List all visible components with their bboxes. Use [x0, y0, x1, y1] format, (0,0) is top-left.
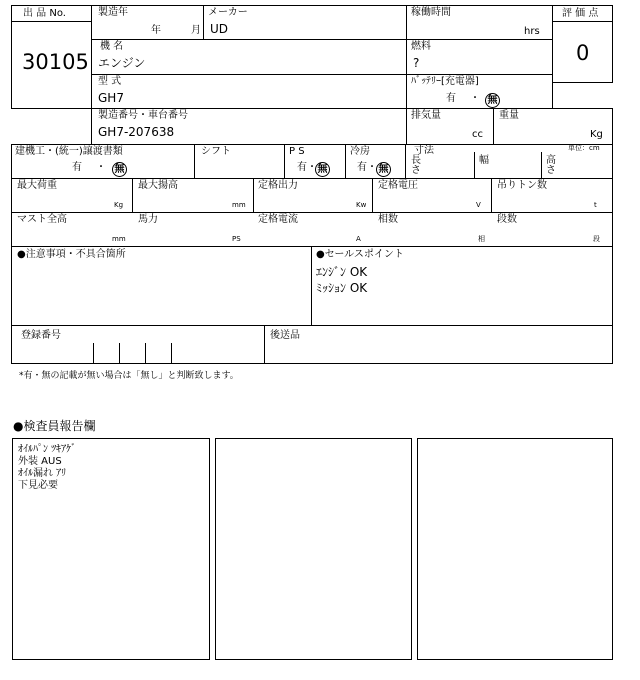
cooler-label: 冷房	[350, 146, 370, 157]
max-lift-unit: mm	[232, 201, 246, 209]
main-info-box	[91, 5, 553, 109]
serial-value: GH7-207638	[98, 125, 175, 139]
phase-unit: 相	[478, 235, 485, 243]
rated-voltage-label: 定格電圧	[378, 180, 418, 191]
lot-number-value: 30105	[22, 50, 89, 74]
year-label: 製造年	[98, 7, 128, 18]
battery-no-circled: 無	[485, 90, 500, 108]
footnote: *有・無の記載が無い場合は「無し」と判断致します。	[19, 371, 239, 381]
cooler-yes: 有	[357, 162, 367, 173]
type-value: GH7	[98, 91, 124, 105]
mast-height-unit: mm	[112, 235, 126, 243]
type-label: 型 式	[98, 76, 122, 87]
score-value: 0	[576, 41, 590, 65]
height-label: 高さ	[546, 155, 556, 176]
dimensions-label: 寸法	[414, 145, 434, 156]
weight-label: 重量	[499, 110, 519, 121]
inspector-line3: ｵｲﾙ漏れ ｱﾘ	[18, 468, 67, 479]
ps-yes: 有	[297, 162, 307, 173]
mast-height-label: マスト全高	[17, 214, 67, 225]
maker-label: メーカー	[208, 7, 248, 18]
model-name-label: 機 名	[100, 41, 124, 52]
displacement-unit: cc	[472, 129, 483, 140]
rated-output-unit: Kw	[356, 201, 367, 209]
hours-label: 稼働時間	[411, 7, 451, 18]
battery-yes: 有	[446, 93, 456, 104]
inspector-box-2	[215, 438, 412, 660]
rated-current-label: 定格電流	[258, 214, 298, 225]
max-load-unit: Kg	[114, 201, 124, 209]
caution-label: ●注意事項・不具合箇所	[17, 249, 126, 260]
stages-label: 段数	[497, 214, 517, 225]
specs-row-2	[11, 212, 613, 247]
serial-label: 製造番号・車台番号	[98, 110, 188, 121]
inspector-box-3	[417, 438, 613, 660]
shipping-label: 後送品	[270, 330, 300, 341]
width-label: 幅	[479, 155, 489, 166]
cooler-no-circled: 無	[376, 159, 391, 177]
hours-unit: hrs	[524, 26, 540, 37]
maker-value: UD	[210, 22, 229, 36]
transfer-no-circled: 無	[112, 159, 127, 177]
battery-label: ﾊﾞｯﾃﾘｰ[充電器]	[411, 76, 479, 87]
registration-label: 登録番号	[21, 330, 61, 341]
year-unit: 年	[151, 25, 161, 36]
weight-unit: Kg	[590, 129, 603, 140]
hoist-tons-unit: t	[594, 201, 597, 209]
rated-voltage-unit: V	[476, 201, 481, 209]
inspector-line4: 下見必要	[18, 480, 58, 491]
length-label: 長さ	[411, 155, 421, 176]
model-name-value: エンジン	[98, 56, 146, 70]
sales-point-label: ●セールスポイント	[316, 249, 404, 260]
phase-label: 相数	[378, 214, 398, 225]
inspector-line2: 外装 AUS	[18, 456, 62, 467]
hoist-tons-label: 吊りトン数	[497, 180, 547, 191]
sales-point-line2: ﾐｯｼｮﾝ OK	[316, 281, 368, 295]
inspector-title: ●検査員報告欄	[13, 419, 96, 433]
inspector-line1: ｵｲﾙﾊﾟﾝ ﾂｷｱｹﾞ	[18, 444, 77, 455]
transfer-label: 建機工・(統一)譲渡書類	[15, 146, 123, 157]
ps-label: P S	[289, 146, 305, 157]
displacement-label: 排気量	[411, 110, 441, 121]
horsepower-unit: PS	[232, 235, 241, 243]
rated-current-unit: A	[356, 235, 361, 243]
horsepower-label: 馬力	[138, 214, 158, 225]
sales-point-line1: ｴﾝｼﾞﾝ OK	[316, 265, 368, 279]
fuel-label: 燃料	[411, 41, 431, 52]
stages-unit: 段	[593, 235, 600, 243]
transfer-yes: 有	[72, 162, 82, 173]
fuel-value: ?	[413, 56, 420, 70]
lot-number-label: 出 品 No.	[23, 8, 66, 19]
rated-output-label: 定格出力	[258, 180, 298, 191]
max-lift-label: 最大揚高	[138, 180, 178, 191]
month-unit: 月	[191, 25, 201, 36]
registration-row	[11, 325, 613, 364]
shift-label: シフト	[201, 146, 231, 157]
score-label: 評 価 点	[562, 8, 599, 19]
ps-no-circled: 無	[315, 159, 330, 177]
dimensions-unit: 単位：cm	[568, 144, 600, 152]
max-load-label: 最大荷重	[17, 180, 57, 191]
